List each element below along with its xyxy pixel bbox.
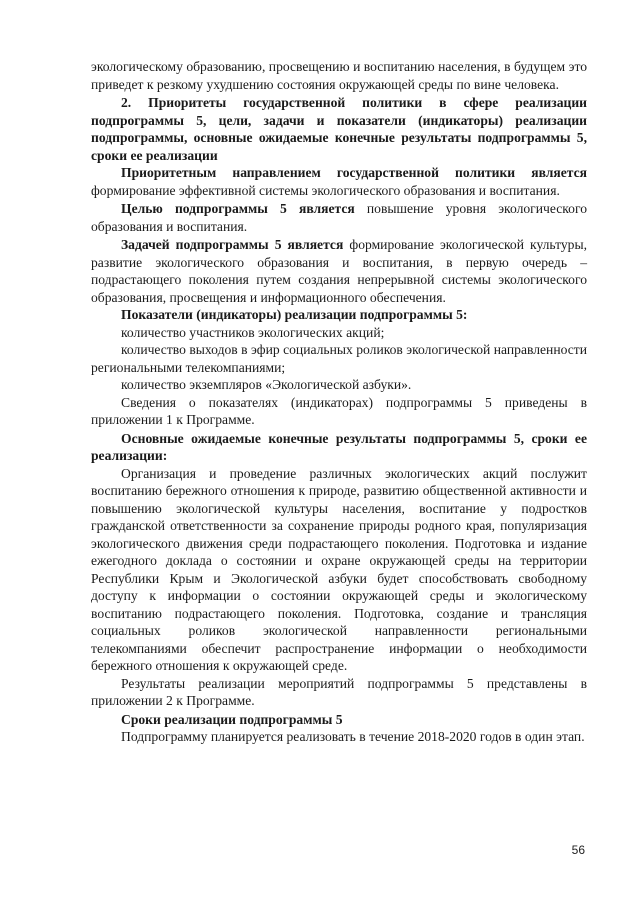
indicators-note: Сведения о показателях (индикаторах) подпрограммы 5 приведены в приложении 1 к Программе. bbox=[91, 394, 587, 427]
results-paragraph: Организация и проведение различных экологических акций послужит воспитанию бережного отношения к природе, развитию общественной активности и повышению экологической культуры населения, воспитание у подростков гражданской ответственности за сохранение природы родного края, популяризация экологического движения среди подрастающего поколения. Подготовка и издание ежегодного доклада о состоянии и охране окружающей среды на территории Республики Крым и Экологической азбуки будет способствовать свободному доступу к информации о состоянии окружающей среды и экологическому воспитанию подрастающего поколения. Подготовка, создание и трансляция социальных роликов экологической направленности региональными телекомпаниями обеспечит распространение информации о необходимости бережного отношения к окружающей среде. bbox=[91, 465, 587, 673]
task-lead: Задачей подпрограммы 5 является bbox=[121, 237, 344, 252]
results-note: Результаты реализации мероприятий подпрограммы 5 представлены в приложении 2 к Программе. bbox=[91, 675, 587, 708]
intro-paragraph: экологическому образованию, просвещению и воспитанию населения, в будущем это приведет к резкому ухудшению состояния окружающей среды по вине человека. bbox=[91, 59, 587, 92]
task-text: формирование экологической культуры, развитие экологического образования и воспитания, в первую очередь – подрастающего поколения путем создания непрерывной системы экологического образования, просвещения и информационного обеспечения. bbox=[91, 237, 587, 305]
goal-paragraph bbox=[91, 200, 587, 235]
indicator-item: количество экземпляров «Экологической азбуки». bbox=[121, 377, 412, 392]
indicator-item: количество выходов в эфир социальных роликов экологической направленности региональными телекомпаниями; bbox=[91, 342, 587, 375]
indicator-item: количество участников экологических акций; bbox=[121, 324, 385, 340]
priority-lead: Приоритетным направлением государственной политики является bbox=[121, 165, 587, 180]
priority-text: формирование эффективной системы экологического образования и воспитания. bbox=[91, 182, 560, 198]
goal-lead: Целью подпрограммы 5 является bbox=[121, 201, 355, 216]
page-number: 56 bbox=[571, 843, 585, 857]
indicators-heading: Показатели (индикаторы) реализации подпрограммы 5: bbox=[121, 307, 468, 322]
page-body bbox=[91, 58, 587, 746]
section-heading: 2. Приоритеты государственной политики в сфере реализации подпрограммы 5, цели, задачи и показатели (индикаторы) реализации подпрограммы, основные ожидаемые конечные результаты подпрограммы 5, сроки ее реализации bbox=[91, 95, 587, 163]
task-paragraph bbox=[91, 236, 587, 306]
results-heading: Основные ожидаемые конечные результаты подпрограммы 5, сроки ее реализации: bbox=[91, 430, 587, 463]
goal-text: повышение уровня экологического образования и воспитания. bbox=[91, 201, 587, 234]
timeline-heading: Сроки реализации подпрограммы 5 bbox=[121, 711, 343, 727]
priority-paragraph bbox=[91, 164, 587, 199]
timeline-paragraph: Подпрограмму планируется реализовать в течение 2018-2020 годов в один этап. bbox=[121, 729, 585, 744]
